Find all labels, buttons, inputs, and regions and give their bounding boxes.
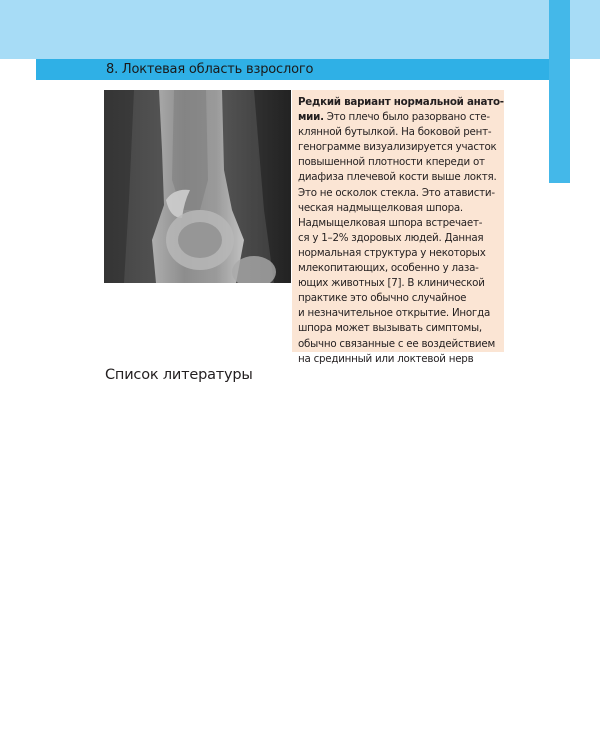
caption-line — [298, 95, 502, 110]
caption-line: млекопитающих, особенно у лаза- — [298, 262, 479, 275]
elbow-xray-graphic — [104, 90, 291, 283]
references-heading: Список литературы — [105, 367, 253, 383]
chapter-title: 8. Локтевая область взрослого — [106, 62, 314, 77]
caption-line: Надмыщелковая шпора встречает- — [298, 216, 483, 229]
caption-line: нормальная структура у некоторых — [298, 246, 486, 259]
caption-line: генограмме визуализируется участок — [298, 141, 497, 154]
caption-line: практике это обычно случайное — [298, 292, 467, 305]
page-top-band — [0, 0, 600, 59]
caption-line: ющих животных [7]. В клинической — [298, 277, 485, 290]
caption-line: клянной бутылкой. На боковой рент- — [298, 126, 492, 139]
caption-line: обычно связанные с ее воздействием — [298, 337, 495, 350]
caption-line: Это не осколок стекла. Это атависти- — [298, 186, 495, 199]
caption-line: на срединный или локтевой нерв — [298, 352, 474, 365]
caption-line: повышенной плотности кпереди от — [298, 156, 485, 169]
caption-line: ческая надмыщелковая шпора. — [298, 201, 463, 214]
caption-line: шпора может вызывать симптомы, — [298, 322, 482, 335]
caption-line: и незначительное открытие. Иногда — [298, 307, 491, 320]
caption-lead-bold: мии. — [298, 111, 324, 124]
chapter-side-tab — [549, 0, 570, 183]
caption-line: ся у 1–2% здоровых людей. Данная — [298, 231, 484, 244]
xray-image — [104, 90, 291, 283]
figure-caption — [298, 95, 502, 367]
caption-line: диафиза плечевой кости выше локтя. — [298, 171, 497, 184]
caption-lead-bold: Редкий вариант нормальной анато- — [298, 96, 504, 108]
caption-line: мии. Это плечо было разорвано сте- — [298, 111, 490, 124]
